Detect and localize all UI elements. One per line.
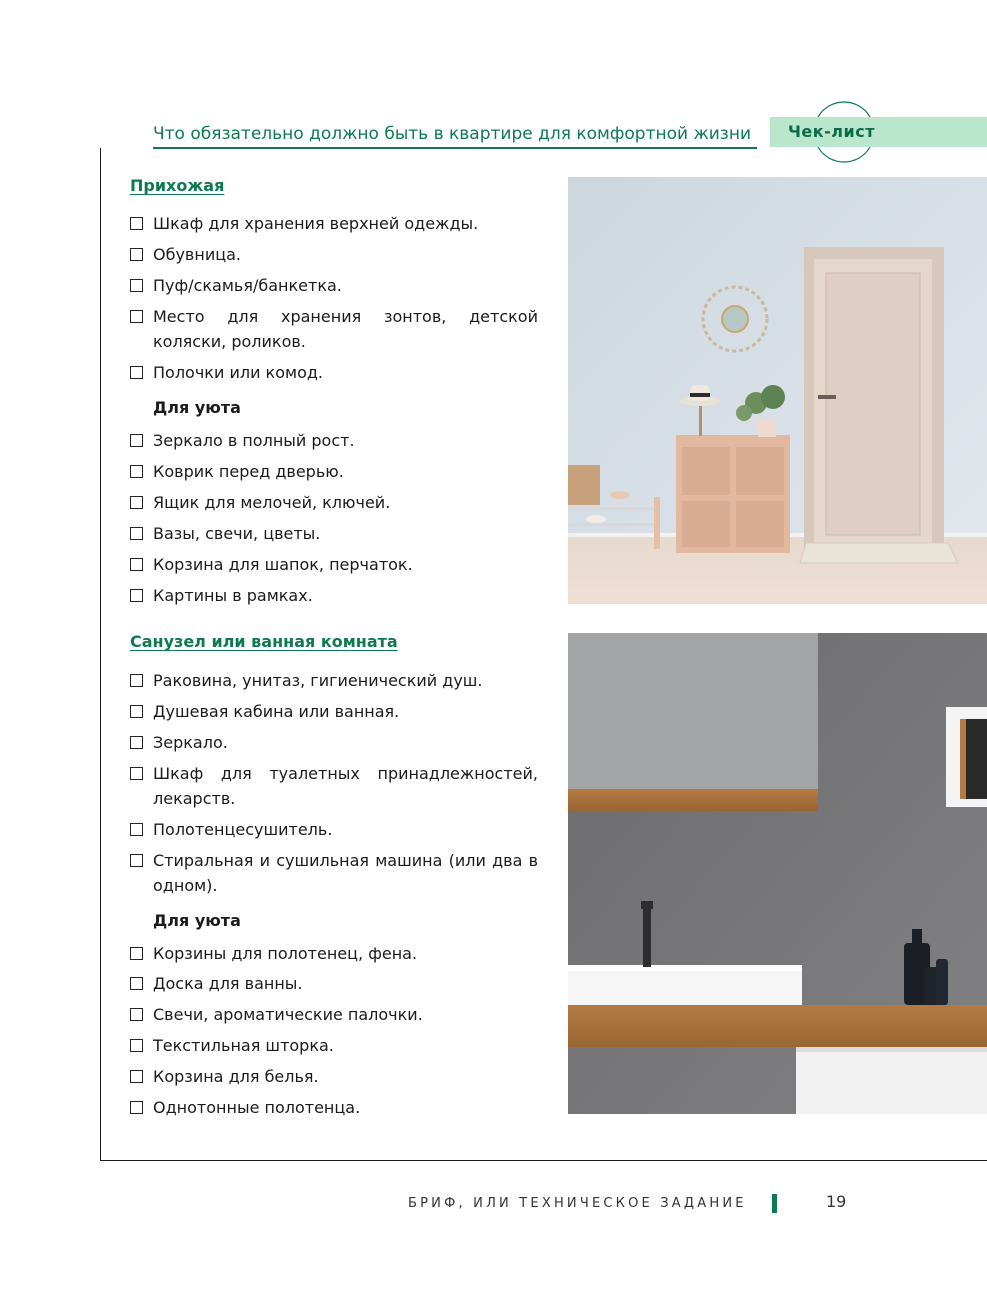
checkbox-icon[interactable] [130,496,143,509]
comfort-subtitle-hallway: Для уюта [153,398,241,417]
checklist-item[interactable]: Свечи, ароматические палочки. [130,1002,538,1027]
section-title-bathroom: Санузел или ванная комната [130,632,398,651]
checkbox-icon[interactable] [130,217,143,230]
checkbox-icon[interactable] [130,558,143,571]
checkbox-icon[interactable] [130,589,143,602]
checklist-item[interactable]: Корзина для белья. [130,1064,538,1089]
checklist-item[interactable]: Зеркало в полный рост. [130,428,538,453]
page-header-title: Что обязательно должно быть в квартире для комфортной жизни [153,124,752,144]
checkbox-icon[interactable] [130,248,143,261]
checkbox-icon[interactable] [130,977,143,990]
checkbox-icon[interactable] [130,279,143,292]
checklist-item[interactable]: Душевая кабина или ванная. [130,699,538,724]
checkbox-icon[interactable] [130,1070,143,1083]
checklist-item[interactable]: Зеркало. [130,730,538,755]
checklist-item[interactable]: Однотонные полотенца. [130,1095,538,1120]
badge-circle-decoration [812,100,876,164]
header-underline [153,147,757,149]
checkbox-icon[interactable] [130,705,143,718]
checkbox-icon[interactable] [130,736,143,749]
checkbox-icon[interactable] [130,366,143,379]
section-title-hallway: Прихожая [130,176,225,195]
checklist-item[interactable]: Пуф/скамья/банкетка. [130,273,538,298]
checklist-badge: Чек-лист [770,117,987,147]
checkbox-icon[interactable] [130,465,143,478]
checkbox-icon[interactable] [130,1039,143,1052]
checkbox-icon[interactable] [130,434,143,447]
checklist-item[interactable]: Стиральная и сушильная машина (или два в одном). [130,848,538,898]
checklist-item[interactable]: Шкаф для хранения верхней одежды. [130,211,538,236]
checkbox-icon[interactable] [130,310,143,323]
frame-left-line [100,148,101,1161]
checkbox-icon[interactable] [130,1101,143,1114]
checklist-item[interactable]: Обувница. [130,242,538,267]
checklist-item[interactable]: Место для хранения зонтов, детской коляски, роликов. [130,304,538,354]
page-number: 19 [826,1192,847,1211]
checklist-item[interactable]: Полочки или комод. [130,360,538,385]
comfort-subtitle-bathroom: Для уюта [153,911,241,930]
hallway-photo [568,177,987,604]
checklist-item[interactable]: Картины в рамках. [130,583,538,608]
checklist-item[interactable]: Корзина для шапок, перчаток. [130,552,538,577]
footer-accent-bar [772,1194,777,1213]
bathroom-photo [568,633,987,1114]
checkbox-icon[interactable] [130,527,143,540]
checklist-item[interactable]: Корзины для полотенец, фена. [130,941,538,966]
checklist-item[interactable]: Коврик перед дверью. [130,459,538,484]
checklist-item[interactable]: Полотенцесушитель. [130,817,538,842]
checkbox-icon[interactable] [130,767,143,780]
checklist-item[interactable]: Шкаф для туалетных принадлежностей, лекарств. [130,761,538,811]
checkbox-icon[interactable] [130,823,143,836]
checkbox-icon[interactable] [130,947,143,960]
checkbox-icon[interactable] [130,854,143,867]
checklist-item[interactable]: Ящик для мелочей, ключей. [130,490,538,515]
checkbox-icon[interactable] [130,674,143,687]
checklist-item[interactable]: Раковина, унитаз, гигиенический душ. [130,668,538,693]
checklist-item[interactable]: Текстильная шторка. [130,1033,538,1058]
checkbox-icon[interactable] [130,1008,143,1021]
frame-bottom-line [100,1160,987,1161]
checklist-item[interactable]: Вазы, свечи, цветы. [130,521,538,546]
checklist-item[interactable]: Доска для ванны. [130,971,538,996]
footer-book-title: БРИФ, ИЛИ ТЕХНИЧЕСКОЕ ЗАДАНИЕ [408,1196,747,1211]
